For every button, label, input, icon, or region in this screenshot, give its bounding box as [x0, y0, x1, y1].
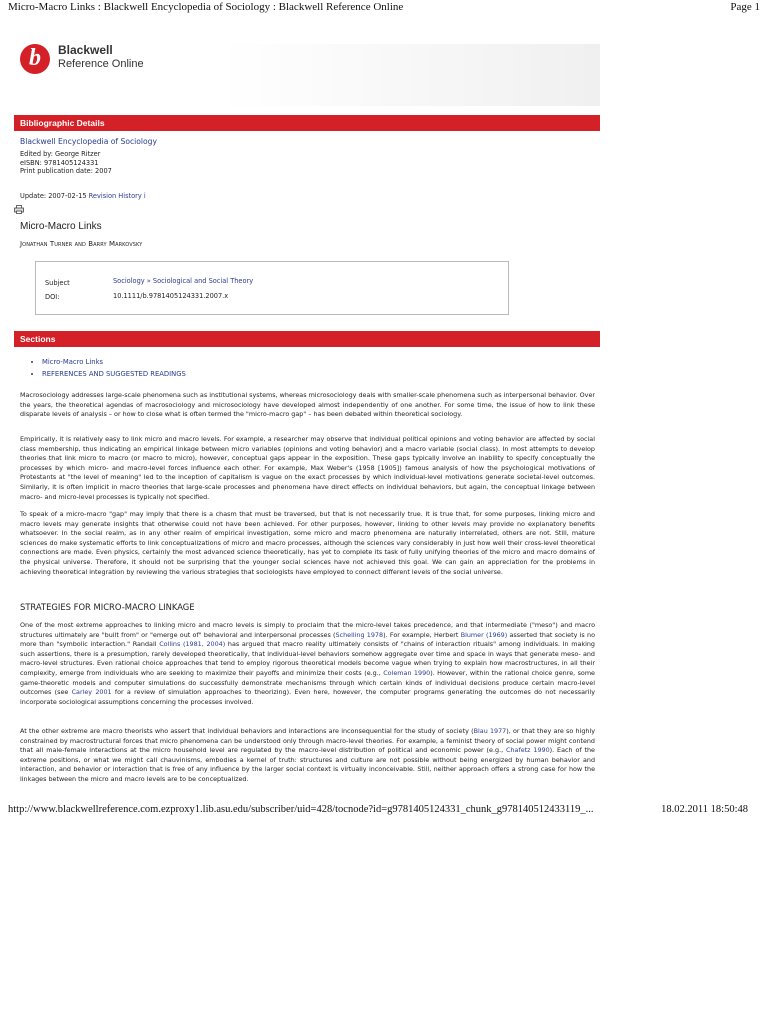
- logo-line2: Reference Online: [58, 58, 144, 70]
- toc-item-references[interactable]: • REFERENCES AND SUGGESTED READINGS: [42, 368, 186, 380]
- eisbn: eISBN: 9781405124331: [20, 158, 99, 167]
- doi-value: 10.1111/b.9781405124331.2007.x: [113, 292, 229, 300]
- print-header-title: Micro-Macro Links : Blackwell Encyclopedia of Sociology : Blackwell Reference Online: [8, 1, 404, 13]
- subject-link[interactable]: Sociology » Sociological and Social Theory: [113, 277, 254, 285]
- print-header-page: Page 1: [730, 1, 760, 13]
- subject-label: Subject: [45, 279, 70, 287]
- metadata-box: [35, 261, 509, 315]
- strategies-heading: STRATEGIES FOR MICRO-MACRO LINKAGE: [20, 602, 195, 612]
- footer-url: http://www.blackwellreference.com.ezproxy1.lib.asu.edu/subscriber/uid=428/tocnode?id=g9781405124331_chunk_g978140512433119_...: [8, 804, 594, 815]
- citation-link[interactable]: Blumer (1969): [460, 630, 508, 639]
- toc-item-micro-macro[interactable]: • Micro-Macro Links: [42, 356, 186, 368]
- doi-label: DOI:: [45, 293, 60, 301]
- sections-heading: Sections: [14, 331, 600, 347]
- printer-icon[interactable]: [14, 205, 24, 214]
- citation-link[interactable]: Coleman 1990: [383, 668, 431, 677]
- citation-link[interactable]: Blau 1977: [473, 727, 507, 735]
- update-date: Update: 2007-02-15: [20, 192, 87, 200]
- strategies-paragraph-1: One of the most extreme approaches to linking micro and macro levels is simply to proclaim that the micro-level takes precedence, and that intermediate ("meso") and macro structures ultimately are "built from" or "emerge out of" behavioral and interpersonal processes (Schelling 1978). For example, Herbert Blumer (1969) asserted that society is no more than "symbolic interaction." Randall Collins (1981, 2004) has argued that macro reality ultimately consists of "chains of interaction rituals" among individuals. In making such assertions, there is a presumption, rarely developed theoretically, that individual-level behaviors somehow aggregate over time and space in ways that generate meso- and macro-level structures. Even rational choice approaches that tend to employ rigorous theoretical models become vague when trying to explain how macrostructures, in all their complexity, emerge from individuals who are seeking to maximize their payoffs and minimize their costs (e.g., Coleman 1990). However, within the rational choice genre, some game-theoretic models and computer simulations do successfully demonstrate mechanisms through which certain kinds of individual decisions produce certain macro-level outcomes (see Carley 2001 for a review of simulation approaches to theorizing). Even here, however, the computer programs generating the outcomes do not necessarily incorporate sociological assumptions concerning the processes involved.: [20, 621, 595, 706]
- paragraph-3: To speak of a micro-macro "gap" may imply that there is a chasm that must be traversed, but that is not necessarily true. It is true that, for some purposes, linking micro and macro levels may generate insights that otherwise could not have been achieved. For other purposes, however, linking to other levels may provide no explanatory benefits whatsoever. In the social realm, as in any other realm of empirical investigation, some micro and macro phenomena are naturally interrelated, others are not. Still, mature sciences do make systematic efforts to link conceptualizations of micro and macro processes, although the sciences vary considerably in just how well their cross-level theoretical connections are made. Even physics, certainly the most advanced science theoretically, has yet to complete its task of fully unifying theories of the micro and macro domains of the physical universe. Therefore, it should not be surprising that the younger social sciences have not achieved this goal. We can gain an appreciation for the problems in achieving theoretical integration by reviewing the various strategies that sociologists have employed to connect different levels of the social universe.: [20, 510, 595, 576]
- paragraph-1: Macrosociology addresses large-scale phenomena such as institutional systems, whereas microsociology deals with smaller-scale phenomena such as interpersonal behavior. Over the years, the theoretical agendas of macrosociology and microsociology have developed almost independently of one another. For some time, the issue of how to link these disparate levels of analysis – or how to close what is often termed the "micro-macro gap" – has been debated within theoretical sociology.: [20, 391, 595, 419]
- logo-banner: [14, 44, 600, 106]
- edited-by: Edited by: George Ritzer: [20, 149, 101, 158]
- logo-text: [58, 44, 144, 71]
- citation-link[interactable]: Chafetz 1990: [506, 746, 550, 755]
- print-header: [8, 0, 760, 16]
- footer-date: 18.02.2011 18:50:48: [661, 804, 748, 815]
- article-authors: Jonathan Turner and Barry Markovsky: [20, 240, 143, 248]
- blackwell-logo-icon: b: [20, 44, 50, 74]
- logo-line1: Blackwell: [58, 43, 113, 57]
- print-date: Print publication date: 2007: [20, 167, 112, 176]
- citation-link[interactable]: Collins (1981, 2004): [159, 640, 226, 649]
- sections-list: [34, 356, 186, 380]
- bibliographic-details: [20, 138, 420, 176]
- citation-link[interactable]: Schelling 1978: [335, 630, 384, 639]
- citation-link[interactable]: Carley 2001: [71, 688, 112, 697]
- paragraph-2: Empirically, it is relatively easy to link micro and macro levels. For example, a researcher may observe that individual political opinions and voting behavior are affected by social class membership, thus indicating an empirical linkage between micro variables (opinions and voting behavior) and a macro variable (social class). In most attempts to develop theories that link micro to macro (or macro to micro), however, conceptual gaps appear in the exposition. These gaps typically involve an inability to specify conceptually the processes by which micro- and macro-level forces influence each other. For example, Max Weber's (1958 [1905]) famous analysis of how the psychological motivations of Protestants at "the level of meaning" led to the inception of capitalism is vague on the exact processes by which individual-level motivations generate societal-level outcomes. Similarly, it is often implicit in macro theories that large-scale processes and phenomena have direct effects on individual behaviors, but again, the conceptual linkage between macro- and micro-level processes is typically not specified.: [20, 435, 595, 501]
- encyclopedia-title[interactable]: Blackwell Encyclopedia of Sociology: [20, 137, 157, 146]
- article-title: Micro-Macro Links: [20, 221, 102, 232]
- bibliographic-details-heading: Bibliographic Details: [14, 115, 600, 131]
- update-line: [20, 192, 146, 200]
- revision-history-link[interactable]: Revision History i: [88, 192, 146, 200]
- strategies-paragraph-2: At the other extreme are macro theorists who assert that individual behaviors and interactions are inconsequential for the study of society (Blau 1977), or that they are so highly constrained by macrostructural forces that micro phenomena can be understood only through macro-level theories. For example, a feminist theory of social power might contend that all male-female interactions at the micro household level are regulated by the macro-level distribution of political and economic power (e.g., Chafetz 1990). Each of the extreme positions, or what we might call chauvinisms, embodies a kernel of truth: structures and culture are not possible without being energized by human behavior and interaction, and behavior or interaction that is free of any influence by the larger social context is virtually inconceivable. Still, neither approach offers a strong case for how the linkages between the micro and macro levels are to be conceptualized.: [20, 727, 596, 783]
